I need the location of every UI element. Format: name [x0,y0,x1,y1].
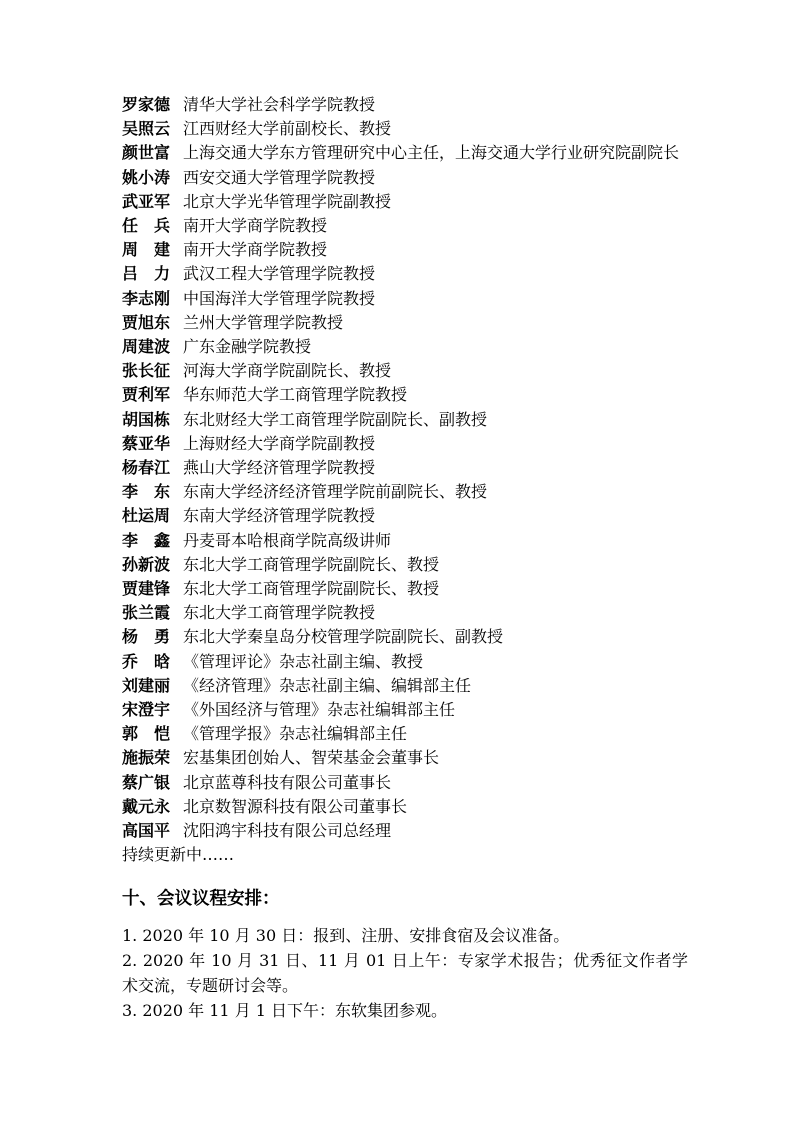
member-row [122,722,688,746]
member-affiliation: 上海财经大学商学院副教授 [183,433,376,453]
member-row [122,311,688,335]
member-name: 周 建 [122,240,171,260]
member-name: 贾旭东 [122,312,171,332]
member-row [122,504,688,528]
member-row [122,383,688,407]
member-affiliation: 华东师范大学工商管理学院教授 [183,385,408,405]
member-name: 任 兵 [122,216,171,236]
member-name: 武亚军 [122,191,171,211]
member-affiliation: 上海交通大学东方管理研究中心主任，上海交通大学行业研究院副院长 [183,143,680,163]
member-name: 罗家德 [122,95,171,114]
member-affiliation: 北京蓝尊科技有限公司董事长 [183,772,392,792]
member-name: 贾建锋 [122,579,171,599]
member-name: 李志刚 [122,288,171,308]
member-row [122,529,688,553]
member-row [122,771,688,795]
member-name: 宋澄宇 [122,700,171,720]
member-row [122,262,688,286]
member-name: 姚小涛 [122,167,171,187]
member-row [122,287,688,311]
member-row [122,408,688,432]
member-row [122,93,688,117]
member-affiliation: 兰州大学管理学院教授 [183,312,344,332]
member-row [122,480,688,504]
member-name: 杨 勇 [122,627,171,647]
member-affiliation: 西安交通大学管理学院教授 [183,167,376,187]
member-affiliation: 东南大学经济经济管理学院前副院长、教授 [183,482,488,502]
member-affiliation: 《管理学报》杂志社编辑部主任 [183,724,408,744]
member-name: 周建波 [122,337,171,357]
member-row [122,625,688,649]
member-name: 颜世富 [122,143,171,163]
member-row [122,553,688,577]
member-row [122,601,688,625]
member-row [122,650,688,674]
member-row [122,795,688,819]
member-row [122,141,688,165]
member-name: 蔡亚华 [122,433,171,453]
member-affiliation: 宏基集团创始人、智荣基金会董事长 [183,748,440,768]
member-affiliation: 东北大学工商管理学院副院长、教授 [183,554,440,574]
agenda-item: 3. 2020 年 11 月 1 日下午：东软集团参观。 [122,1001,448,1021]
member-affiliation: 丹麦哥本哈根商学院高级讲师 [183,530,392,550]
member-affiliation: 清华大学社会科学学院教授 [183,95,376,114]
member-row [122,577,688,601]
member-name: 施振荣 [122,748,171,768]
member-row [122,698,688,722]
member-affiliation: 中国海洋大学管理学院教授 [183,288,376,308]
committee-member-list [122,93,688,843]
member-name: 贾利军 [122,385,171,405]
member-name: 高国平 [122,821,171,841]
member-row [122,190,688,214]
member-name: 杨春江 [122,458,171,478]
member-affiliation: 南开大学商学院教授 [183,216,328,236]
member-affiliation: 江西财经大学前副校长、教授 [183,119,392,139]
member-row [122,456,688,480]
member-name: 李 东 [122,482,171,502]
member-affiliation: 燕山大学经济管理学院教授 [183,458,376,478]
member-affiliation: 南开大学商学院教授 [183,240,328,260]
member-row [122,432,688,456]
member-name: 戴元永 [122,796,171,816]
agenda-item: 2. 2020 年 10 月 31 日、11 月 01 日上午：专家学术报告；优秀征文作者学术交流，专题研讨会等。 [122,950,688,995]
member-name: 张长征 [122,361,171,381]
member-row [122,214,688,238]
member-name: 吕 力 [122,264,171,284]
member-row [122,335,688,359]
member-affiliation: 沈阳鸿宇科技有限公司总经理 [183,821,392,841]
member-row [122,117,688,141]
member-name: 孙新波 [122,554,171,574]
member-affiliation: 广东金融学院教授 [183,337,312,357]
agenda-item: 1. 2020 年 10 月 30 日：报到、注册、安排食宿及会议准备。 [122,925,570,945]
member-affiliation: 东北大学工商管理学院教授 [183,603,376,623]
member-affiliation: 武汉工程大学管理学院教授 [183,264,376,284]
member-affiliation: 北京大学光华管理学院副教授 [183,191,392,211]
member-affiliation: 东北财经大学工商管理学院副院长、副教授 [183,409,488,429]
agenda-section-heading: 十、会议议程安排： [122,888,280,909]
member-affiliation: 《管理评论》杂志社副主编、教授 [183,651,424,671]
member-name: 刘建丽 [122,675,171,695]
member-row [122,674,688,698]
member-affiliation: 东南大学经济管理学院教授 [183,506,376,526]
member-name: 郭 恺 [122,724,171,744]
member-row [122,166,688,190]
member-name: 胡国栋 [122,409,171,429]
member-name: 李 鑫 [122,530,171,550]
member-name: 蔡广银 [122,772,171,792]
member-affiliation: 《经济管理》杂志社副主编、编辑部主任 [183,675,472,695]
member-row [122,238,688,262]
member-name: 张兰霞 [122,603,171,623]
member-name: 吴照云 [122,119,171,139]
member-row [122,819,688,843]
member-row [122,746,688,770]
list-updating-note: 持续更新中…… [122,845,235,865]
member-affiliation: 河海大学商学院副院长、教授 [183,361,392,381]
member-affiliation: 东北大学秦皇岛分校管理学院副院长、副教授 [183,627,504,647]
member-affiliation: 北京数智源科技有限公司董事长 [183,796,408,816]
agenda-item-list [122,923,688,1024]
member-name: 乔 晗 [122,651,171,671]
member-affiliation: 《外国经济与管理》杂志社编辑部主任 [183,700,456,720]
member-name: 杜运周 [122,506,171,526]
member-affiliation: 东北大学工商管理学院副院长、教授 [183,579,440,599]
member-row [122,359,688,383]
